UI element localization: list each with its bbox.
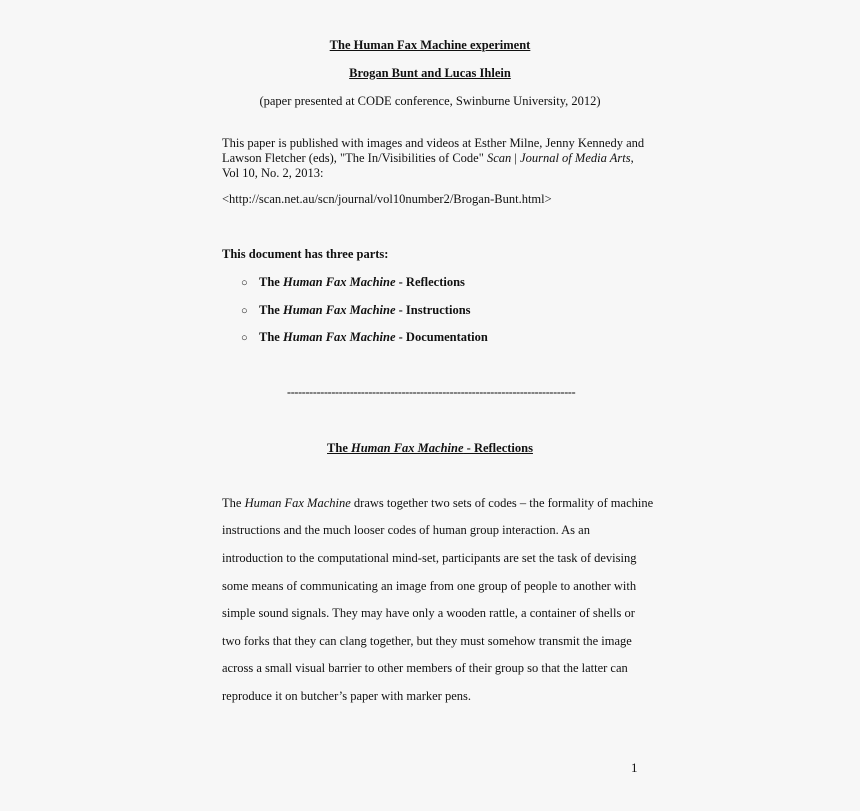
- part-italic: Human Fax Machine: [282, 275, 396, 289]
- part-suffix: - Documentation: [395, 330, 488, 344]
- part-item-reflections: [241, 275, 465, 290]
- page-number: 1: [631, 760, 638, 775]
- paragraph-line: introduction to the computational mind-set, participants are set the task of devising: [222, 551, 637, 565]
- paragraph-line: reproduce it on butcher’s paper with marker pens.: [222, 689, 471, 703]
- publication-url[interactable]: <http://scan.net.au/scn/journal/vol10number2/Brogan-Bunt.html>: [222, 192, 552, 206]
- part-prefix: The: [259, 275, 283, 289]
- section-divider: ------------------------------------------------------------------------------: [287, 385, 576, 399]
- paragraph-text: draws together two sets of codes – the formality of machine: [350, 496, 654, 510]
- parts-heading: This document has three parts:: [222, 247, 389, 261]
- document-authors: Brogan Bunt and Lucas Ihlein: [349, 66, 511, 80]
- paragraph-line: [222, 496, 653, 511]
- paragraph-text: The: [222, 496, 245, 510]
- bullet-circle-icon: ○: [241, 277, 248, 289]
- part-suffix: - Reflections: [395, 275, 465, 289]
- part-italic: Human Fax Machine: [282, 330, 396, 344]
- document-subtitle: (paper presented at CODE conference, Swinburne University, 2012): [259, 94, 601, 108]
- bullet-circle-icon: ○: [241, 305, 248, 317]
- publication-line-2: [222, 151, 644, 166]
- paragraph-line: some means of communicating an image from one group of people to another with: [222, 579, 637, 593]
- part-item-documentation: [241, 330, 488, 345]
- publication-line-1: This paper is published with images and videos at Esther Milne, Jenny Kennedy and: [222, 136, 645, 150]
- publication-text: Lawson Fletcher (eds), "The In/Visibilities of Code": [222, 151, 487, 165]
- part-item-instructions: [241, 303, 471, 318]
- part-prefix: The: [259, 303, 283, 317]
- bullet-circle-icon: ○: [241, 332, 248, 344]
- part-italic: Human Fax Machine: [282, 303, 396, 317]
- section-title-suffix: - Reflections: [463, 441, 533, 455]
- journal-name: Scan: [486, 151, 512, 165]
- part-prefix: The: [259, 330, 283, 344]
- journal-subtitle: Journal of Media Arts: [520, 151, 631, 165]
- paragraph-italic: Human Fax Machine: [244, 496, 351, 510]
- paragraph-line: instructions and the much looser codes of human group interaction. As an: [222, 523, 590, 537]
- document-title: The Human Fax Machine experiment: [329, 38, 531, 52]
- separator: |: [511, 151, 521, 165]
- section-title: [0, 441, 860, 456]
- section-title-prefix: The: [327, 441, 351, 455]
- paragraph-line: simple sound signals. They may have only a wooden rattle, a container of shells or: [222, 606, 635, 620]
- paragraph-line: across a small visual barrier to other members of their group so that the latter can: [222, 661, 628, 675]
- section-title-italic: Human Fax Machine: [351, 441, 464, 455]
- punctuation: ,: [630, 151, 634, 165]
- paragraph-line: two forks that they can clang together, but they must somehow transmit the image: [222, 634, 632, 648]
- publication-note: [222, 136, 644, 181]
- part-suffix: - Instructions: [395, 303, 471, 317]
- publication-line-3: Vol 10, No. 2, 2013:: [222, 166, 324, 180]
